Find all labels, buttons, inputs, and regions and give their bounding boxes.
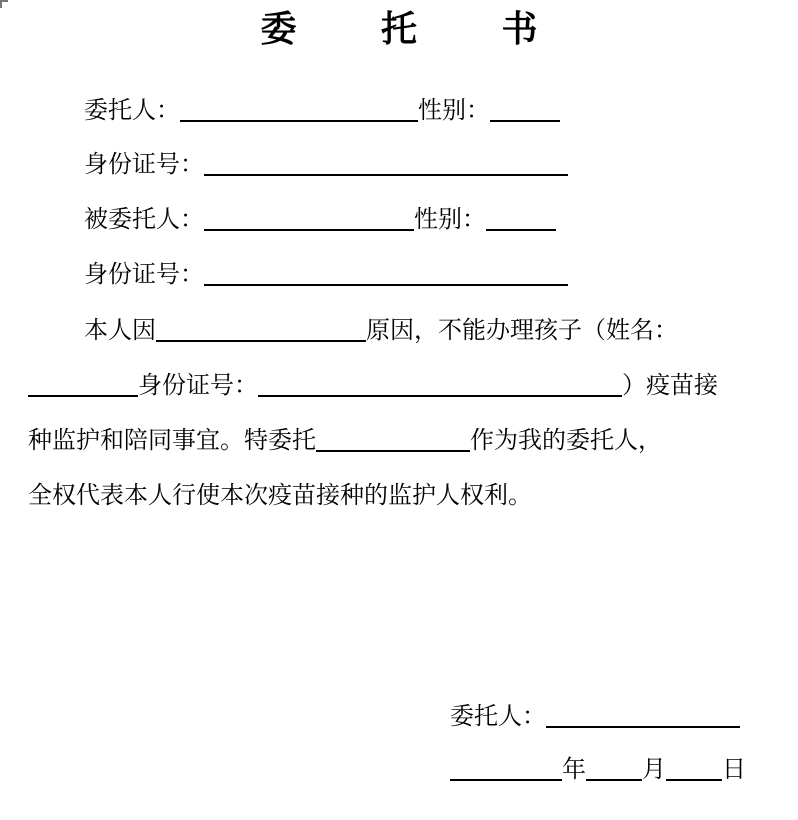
agent-id-line (84, 258, 568, 290)
principal-label: 委托人： (84, 96, 180, 124)
agent-label: 被委托人： (84, 205, 204, 233)
page-corner-mark (0, 0, 8, 8)
gender-label-2: 性别： (414, 205, 486, 233)
page-title: 委 托 书 (260, 9, 574, 50)
agent-line (84, 203, 556, 235)
date-line (450, 753, 746, 785)
body-p1-start: 本人因 (84, 316, 156, 344)
child-id-blank[interactable] (258, 369, 622, 397)
signature-blank[interactable] (546, 700, 740, 728)
principal-line (84, 94, 560, 126)
body-p2-end: ）疫苗接 (622, 371, 718, 399)
entrusted-person-blank[interactable] (316, 424, 470, 452)
body-p3-end: 作为我的委托人， (470, 426, 662, 454)
year-label: 年 (562, 755, 586, 783)
body-p4: 全权代表本人行使本次疫苗接种的监护人权利。 (28, 481, 532, 509)
day-label: 日 (722, 755, 746, 783)
reason-blank[interactable] (156, 314, 366, 342)
agent-name-blank[interactable] (204, 203, 414, 231)
agent-id-blank[interactable] (204, 258, 568, 286)
body-p3-start: 种监护和陪同事宜。特委托 (28, 426, 316, 454)
month-label: 月 (642, 755, 666, 783)
gender-label-1: 性别： (418, 96, 490, 124)
id-label-2: 身份证号： (84, 260, 204, 288)
body-p1-reason: 原因，不能办理孩子（姓名： (366, 316, 678, 344)
body-line-1 (84, 314, 678, 346)
body-p2-id-label: 身份证号： (138, 371, 258, 399)
principal-name-blank[interactable] (180, 94, 418, 122)
signature-line (450, 700, 740, 732)
agent-gender-blank[interactable] (486, 203, 556, 231)
principal-id-line (84, 148, 568, 180)
body-line-2 (28, 369, 718, 401)
day-blank[interactable] (666, 753, 722, 781)
body-line-4 (28, 479, 532, 511)
body-line-3 (28, 424, 662, 456)
month-blank[interactable] (586, 753, 642, 781)
signature-principal-label: 委托人： (450, 702, 546, 730)
year-blank[interactable] (450, 753, 562, 781)
principal-id-blank[interactable] (204, 148, 568, 176)
child-name-blank[interactable] (28, 369, 138, 397)
id-label-1: 身份证号： (84, 150, 204, 178)
principal-gender-blank[interactable] (490, 94, 560, 122)
